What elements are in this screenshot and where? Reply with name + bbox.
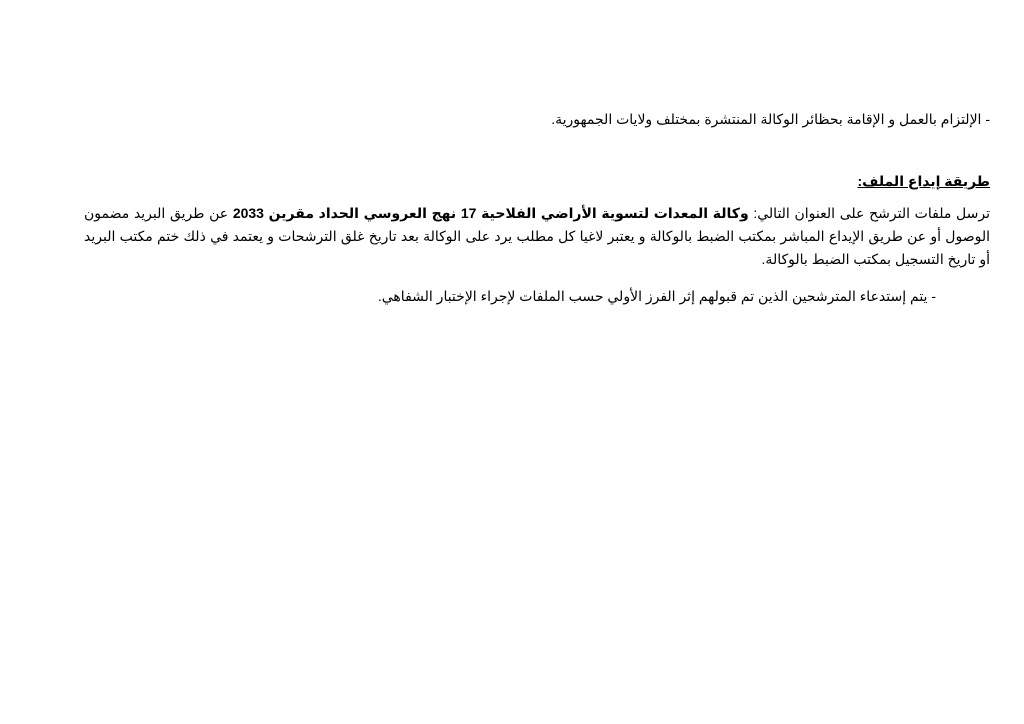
document-body bbox=[84, 108, 990, 307]
deposit-paragraph bbox=[84, 202, 990, 271]
deposit-intro: ترسل ملفات الترشح على العنوان التالي: bbox=[748, 205, 990, 221]
interview-bullet: - يتم إستدعاء المترشحين الذين تم قبولهم إثر الفرز الأولي حسب الملفات لإجراء الإختبار الشفاهي. bbox=[377, 288, 936, 304]
agency-address: وكالة المعدات لتسوية الأراضي الفلاحية 17 نهج العروسي الحداد مقرين 2033 bbox=[232, 205, 749, 221]
deposit-heading: طريقة إيداع الملف: bbox=[857, 173, 990, 189]
deposit-conditions: عن طريق البريد مضمون الوصول أو عن طريق الإيداع المباشر بمكتب الضبط بالوكالة و يعتبر لاغيا كل مطلب يرد على الوكالة بعد تاريخ غلق الترشحات و يعتمد في ذلك ختم مكتب البريد أو تاريخ التسجيل بمكتب الضبط بالوكالة. bbox=[84, 205, 990, 267]
commitment-bullet: - الإلتزام بالعمل و الإقامة بحظائر الوكالة المنتشرة بمختلف ولايات الجمهورية. bbox=[551, 111, 990, 127]
